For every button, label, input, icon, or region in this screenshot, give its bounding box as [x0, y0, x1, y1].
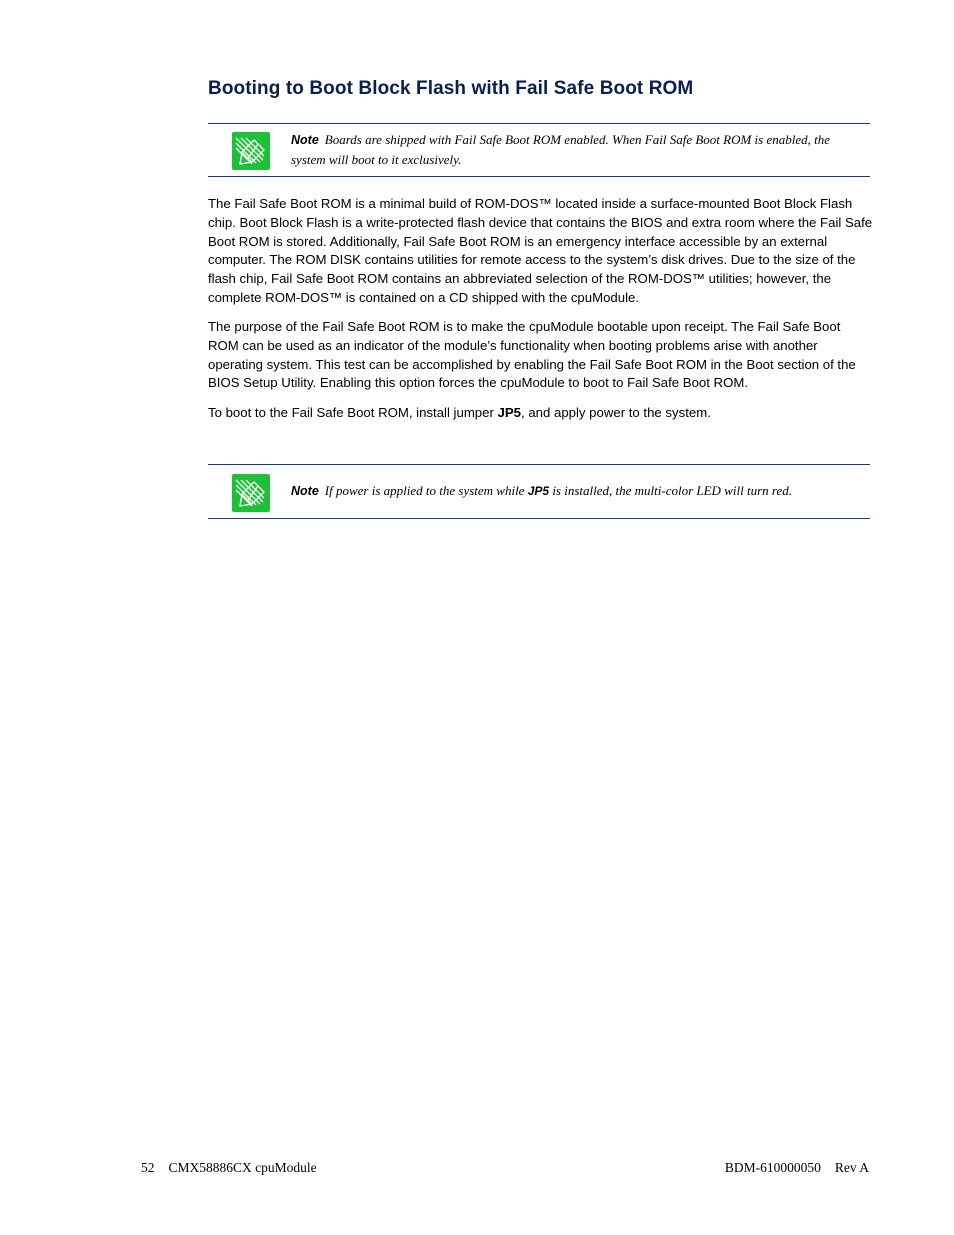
footer-left: [141, 1160, 317, 1176]
note-text: [291, 130, 860, 169]
paragraph-text: To boot to the Fail Safe Boot ROM, install jumper: [208, 405, 498, 420]
jumper-label: JP5: [497, 405, 521, 420]
paragraph-text: , and apply power to the system.: [521, 405, 711, 420]
page-number: 52: [141, 1160, 155, 1175]
product-name: CMX58886CX cpuModule: [168, 1160, 317, 1175]
section-heading: Booting to Boot Block Flash with Fail Safe Boot ROM: [208, 78, 694, 99]
note-label: Note: [291, 133, 319, 147]
paragraph-rom-dos: The Fail Safe Boot ROM is a minimal build of ROM-DOS™ located inside a surface-mounted Boot Block Flash chip. Boot Block Flash is a write-protected flash device that contains the BIOS and extra room where the Fail Safe Boot ROM is stored. Additionally, Fail Safe Boot ROM is an emergency interface accessible by an external computer. The ROM DISK contains utilities for remote access to the system’s disk drives. Due to the size of the flash chip, Fail Safe Boot ROM contains an abbreviated selection of the ROM-DOS™ utilities; however, the complete ROM-DOS™ is contained on a CD shipped with the cpuModule.: [208, 196, 873, 305]
note-body: is installed, the multi-color LED will turn red.: [549, 483, 792, 498]
paragraph-install-jumper: [208, 404, 874, 423]
note-callout: [208, 464, 870, 519]
document-number: BDM-610000050: [724, 1160, 821, 1175]
note-text: [291, 481, 860, 501]
footer-right: [725, 1160, 869, 1176]
jumper-label: JP5: [527, 484, 550, 498]
note-label: Note: [291, 484, 319, 498]
note-pencil-icon: [232, 474, 270, 512]
revision: Rev A: [834, 1160, 869, 1175]
note-body: Boards are shipped with Fail Safe Boot ROM enabled. When Fail Safe Boot ROM is enabled, the system will boot to it exclusively.: [291, 132, 831, 167]
paragraph-purpose: The purpose of the Fail Safe Boot ROM is to make the cpuModule bootable upon receipt. The Fail Safe Boot ROM can be used as an indicator of the module’s functionality when booting problems arise with another operating system. This test can be accomplished by enabling the Fail Safe Boot ROM in the Boot section of the BIOS Setup Utility. Enabling this option forces the cpuModule to boot to Fail Safe Boot ROM.: [208, 319, 856, 391]
note-pencil-icon: [232, 132, 270, 170]
note-callout: [208, 123, 870, 177]
note-body: If power is applied to the system while: [324, 483, 528, 498]
